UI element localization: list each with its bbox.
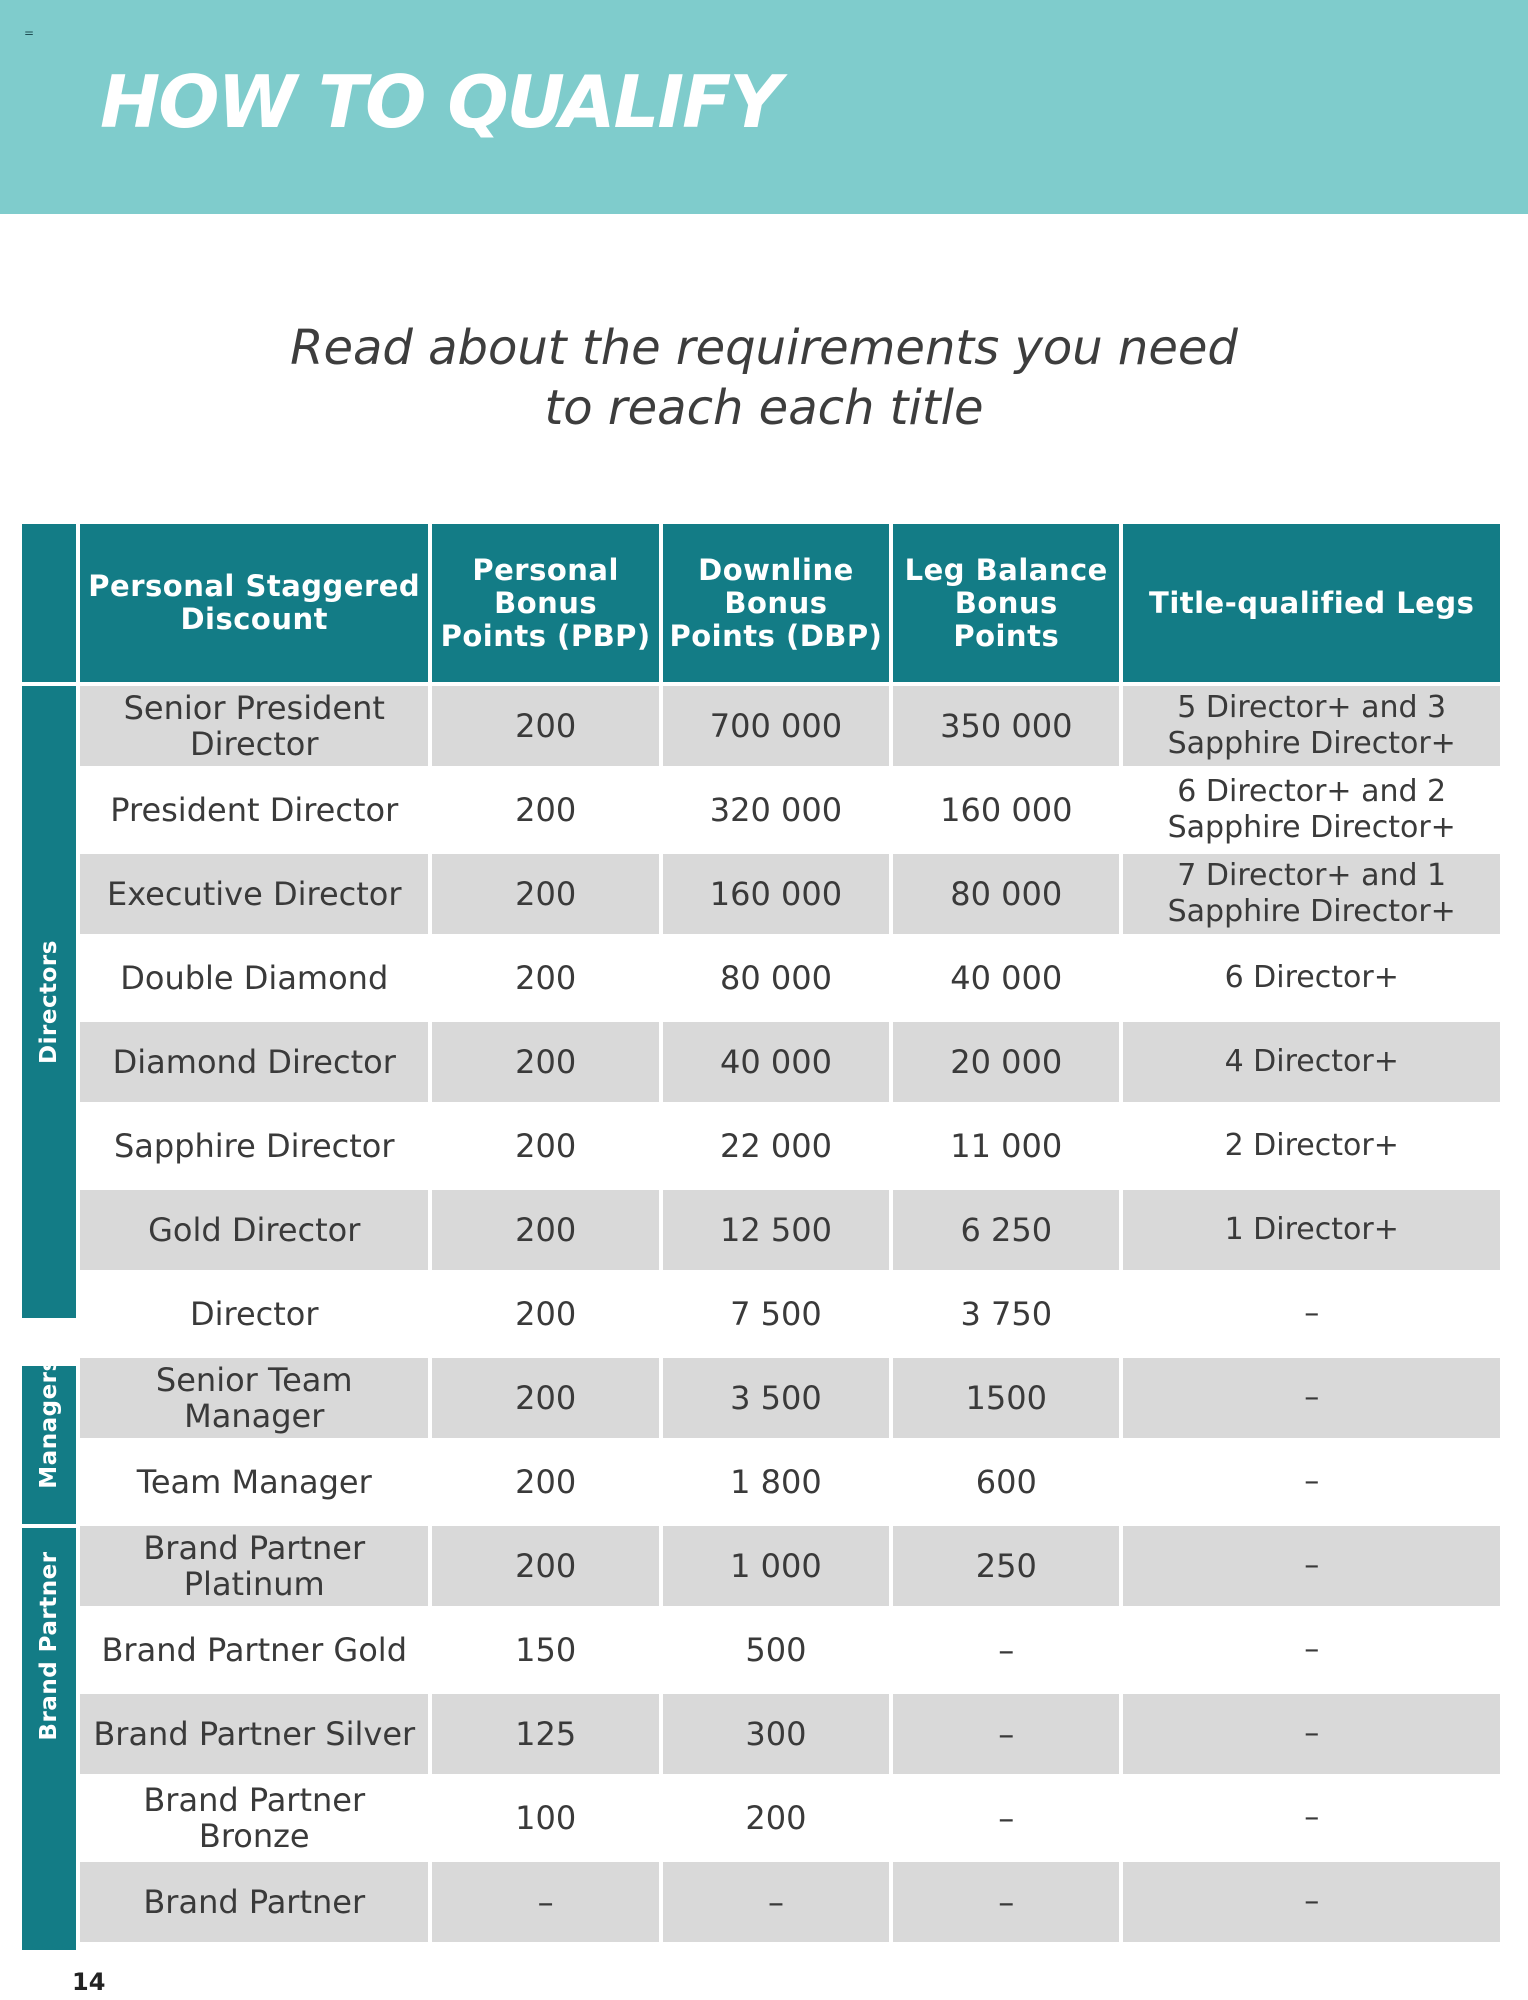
- group-managers: [22, 1357, 76, 1524]
- table-row: [80, 1270, 1500, 1354]
- cell-lbbp: 20 000: [893, 1018, 1119, 1102]
- cell-title: Team Manager: [80, 1438, 428, 1522]
- cell-lbbp: 250: [893, 1522, 1119, 1606]
- cell-dbp: 80 000: [663, 934, 889, 1018]
- table-row: [80, 1606, 1500, 1690]
- cell-legs: –: [1123, 1606, 1500, 1690]
- page-subtitle: [0, 318, 1528, 438]
- cell-title: Gold Director: [80, 1186, 428, 1270]
- cell-dbp: 160 000: [663, 850, 889, 934]
- group-directors: [22, 686, 76, 1318]
- cell-lbbp: –: [893, 1690, 1119, 1774]
- cell-title: President Director: [80, 766, 428, 850]
- cell-pbp: 200: [432, 1102, 658, 1186]
- table-row: [80, 1438, 1500, 1522]
- header-lbbp: Leg Balance Bonus Points: [893, 524, 1119, 682]
- cell-legs: 7 Director+ and 1 Sapphire Director+: [1123, 850, 1500, 934]
- cell-pbp: 150: [432, 1606, 658, 1690]
- header-pbp: Personal Bonus Points (PBP): [432, 524, 658, 682]
- cell-lbbp: 600: [893, 1438, 1119, 1522]
- subtitle-line-1: Read about the requirements you need: [290, 320, 1238, 376]
- cell-title: Brand Partner Silver: [80, 1690, 428, 1774]
- cell-legs: –: [1123, 1270, 1500, 1354]
- cell-dbp: 700 000: [663, 682, 889, 766]
- table-row: [80, 1522, 1500, 1606]
- cell-dbp: 12 500: [663, 1186, 889, 1270]
- table-row: [80, 934, 1500, 1018]
- cell-legs: –: [1123, 1690, 1500, 1774]
- qualification-table: [76, 524, 1504, 1942]
- banner-mark: =: [24, 26, 35, 40]
- cell-lbbp: –: [893, 1774, 1119, 1858]
- cell-pbp: 200: [432, 850, 658, 934]
- cell-legs: 4 Director+: [1123, 1018, 1500, 1102]
- group-label-brand-partner: Brand Partner: [36, 1551, 62, 1741]
- cell-lbbp: 1500: [893, 1354, 1119, 1438]
- cell-lbbp: 350 000: [893, 682, 1119, 766]
- group-column-header: [22, 524, 76, 682]
- cell-pbp: 200: [432, 1270, 658, 1354]
- cell-pbp: 100: [432, 1774, 658, 1858]
- cell-lbbp: 80 000: [893, 850, 1119, 934]
- cell-legs: 6 Director+: [1123, 934, 1500, 1018]
- cell-lbbp: 40 000: [893, 934, 1119, 1018]
- group-label-directors: Directors: [36, 940, 62, 1064]
- cell-title: Brand Partner Platinum: [80, 1522, 428, 1606]
- cell-legs: 5 Director+ and 3 Sapphire Director+: [1123, 682, 1500, 766]
- cell-dbp: 1 800: [663, 1438, 889, 1522]
- cell-dbp: 500: [663, 1606, 889, 1690]
- cell-dbp: 40 000: [663, 1018, 889, 1102]
- table-row: [80, 1354, 1500, 1438]
- table-header-row: [80, 524, 1500, 682]
- table-row: [80, 1186, 1500, 1270]
- cell-title: Brand Partner Gold: [80, 1606, 428, 1690]
- cell-title: Sapphire Director: [80, 1102, 428, 1186]
- cell-title: Senior President Director: [80, 682, 428, 766]
- group-label-managers: Managers: [36, 1357, 62, 1489]
- cell-title: Diamond Director: [80, 1018, 428, 1102]
- cell-pbp: 125: [432, 1690, 658, 1774]
- cell-pbp: 200: [432, 766, 658, 850]
- header-dbp: Downline Bonus Points (DBP): [663, 524, 889, 682]
- header-banner: [0, 0, 1528, 214]
- cell-legs: 6 Director+ and 2 Sapphire Director+: [1123, 766, 1500, 850]
- cell-legs: 2 Director+: [1123, 1102, 1500, 1186]
- cell-dbp: 3 500: [663, 1354, 889, 1438]
- cell-dbp: –: [663, 1858, 889, 1942]
- cell-dbp: 22 000: [663, 1102, 889, 1186]
- cell-legs: –: [1123, 1438, 1500, 1522]
- header-legs: Title-qualified Legs: [1123, 524, 1500, 682]
- cell-lbbp: 11 000: [893, 1102, 1119, 1186]
- cell-title: Brand Partner Bronze: [80, 1774, 428, 1858]
- table-row: [80, 1018, 1500, 1102]
- cell-lbbp: 160 000: [893, 766, 1119, 850]
- header-title: Personal Staggered Discount: [80, 524, 428, 682]
- cell-lbbp: –: [893, 1606, 1119, 1690]
- cell-dbp: 320 000: [663, 766, 889, 850]
- table-row: [80, 850, 1500, 934]
- table-row: [80, 1774, 1500, 1858]
- qualification-table-wrapper: [22, 524, 1504, 1950]
- table-row: [80, 682, 1500, 766]
- cell-title: Double Diamond: [80, 934, 428, 1018]
- cell-legs: –: [1123, 1858, 1500, 1942]
- cell-pbp: 200: [432, 1186, 658, 1270]
- cell-title: Director: [80, 1270, 428, 1354]
- cell-legs: –: [1123, 1774, 1500, 1858]
- page-title: HOW TO QUALIFY: [100, 60, 780, 144]
- cell-dbp: 1 000: [663, 1522, 889, 1606]
- cell-dbp: 200: [663, 1774, 889, 1858]
- cell-legs: 1 Director+: [1123, 1186, 1500, 1270]
- cell-pbp: 200: [432, 682, 658, 766]
- subtitle-line-2: to reach each title: [544, 380, 984, 436]
- cell-lbbp: 3 750: [893, 1270, 1119, 1354]
- cell-lbbp: 6 250: [893, 1186, 1119, 1270]
- group-brand-partner: [22, 1528, 76, 1950]
- table-row: [80, 766, 1500, 850]
- cell-pbp: –: [432, 1858, 658, 1942]
- cell-title: Brand Partner: [80, 1858, 428, 1942]
- page-number: 14: [72, 1968, 106, 1996]
- cell-lbbp: –: [893, 1858, 1119, 1942]
- cell-pbp: 200: [432, 1018, 658, 1102]
- cell-pbp: 200: [432, 1438, 658, 1522]
- cell-title: Senior Team Manager: [80, 1354, 428, 1438]
- cell-dbp: 300: [663, 1690, 889, 1774]
- table-row: [80, 1690, 1500, 1774]
- cell-pbp: 200: [432, 1354, 658, 1438]
- table-row: [80, 1102, 1500, 1186]
- cell-legs: –: [1123, 1522, 1500, 1606]
- table-row: [80, 1858, 1500, 1942]
- cell-legs: –: [1123, 1354, 1500, 1438]
- cell-title: Executive Director: [80, 850, 428, 934]
- cell-pbp: 200: [432, 1522, 658, 1606]
- group-column: [22, 524, 76, 1950]
- cell-dbp: 7 500: [663, 1270, 889, 1354]
- cell-pbp: 200: [432, 934, 658, 1018]
